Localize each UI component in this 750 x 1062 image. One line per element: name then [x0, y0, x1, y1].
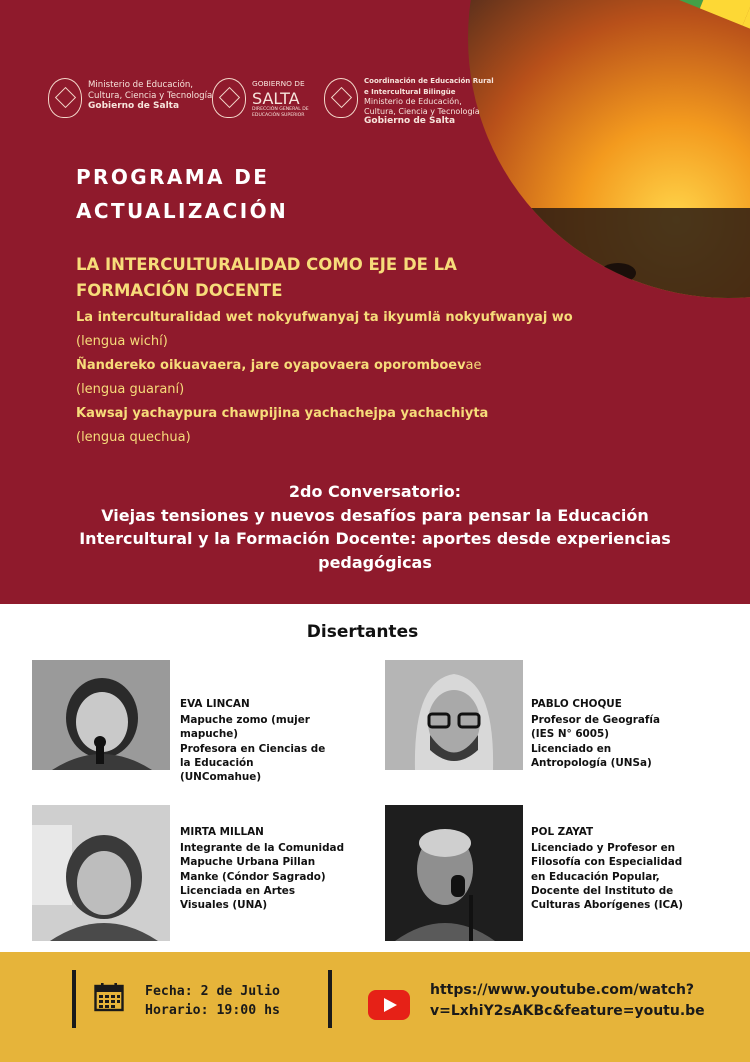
footer-divider [328, 970, 332, 1028]
speaker-name: MIRTA MILLAN [180, 826, 264, 838]
speaker-bio-line: Licenciado y Profesor en [531, 842, 676, 855]
speakers-heading: Disertantes [306, 622, 419, 642]
logo-text-bold: Coordinación de Educación Rural [364, 77, 494, 85]
speaker-bio-line: Integrante de la Comunidad [180, 842, 345, 855]
logo-sub-text: EDUCACIÓN SUPERIOR [252, 112, 305, 118]
conversatorio-line: 2do Conversatorio: [288, 482, 462, 501]
event-time: Horario: 19:00 hs [145, 1003, 280, 1018]
logo-text-bold: Gobierno de Salta [88, 101, 180, 112]
language-phrases [76, 306, 596, 450]
logo-small-text: GOBIERNO DE [252, 79, 305, 88]
speaker-bio-line: Manke (Cóndor Sagrado) [180, 870, 326, 883]
speaker-bio-line: Docente del Instituto de [531, 884, 674, 897]
speaker-name: POL ZAYAT [531, 826, 594, 838]
speaker-bio-line: la Educación [180, 756, 254, 769]
speaker-bio-line: Licenciado en [531, 742, 612, 755]
guarani-phrase-text: Ñandereko oikuavaera, jare oyapovaera oporomboev [76, 358, 466, 373]
speaker-bio-line: Antropología (UNSa) [531, 756, 652, 769]
speaker-bio-line: Profesora en Ciencias de [180, 742, 326, 755]
speaker-bio-line: (UNComahue) [180, 771, 262, 784]
speaker-bio-line: en Educación Popular, [531, 870, 660, 883]
logo-gobierno-salta [212, 76, 312, 126]
speaker-name: EVA LINCAN [180, 698, 250, 710]
speaker-bio-pol-zayat [531, 825, 701, 912]
logo-coordinacion-rural [324, 76, 494, 126]
quechua-phrase: Kawsaj yachaypura chawpijina yachachejpa yachachiyta [76, 406, 489, 421]
program-title-line: ACTUALIZACIÓN [76, 199, 289, 223]
footer-divider [72, 970, 76, 1028]
footer-bar [0, 952, 750, 1062]
program-title [76, 160, 288, 228]
speaker-bio-line: Licenciada en Artes [180, 884, 296, 897]
speaker-bio-line: Mapuche Urbana Pillan [180, 856, 316, 869]
conversatorio-line: pedagógicas [318, 552, 432, 572]
calendar-icon [94, 982, 124, 1012]
speaker-photo-pablo-choque [385, 660, 523, 770]
subtitle-line: FORMACIÓN DOCENTE [76, 281, 283, 300]
conversatorio-line: Viejas tensiones y nuevos desafíos para pensar la Educación [101, 505, 649, 525]
guarani-note: (lengua guaraní) [76, 382, 185, 397]
logo-text-line: Cultura, Ciencia y Tecnología [364, 106, 480, 116]
logo-text-line: Ministerio de Educación, [364, 97, 462, 107]
logo-big-text: SALTA [252, 88, 300, 108]
logo-text-line: Cultura, Ciencia y Tecnología [88, 90, 213, 101]
subtitle-line: LA INTERCULTURALIDAD COMO EJE DE LA [76, 255, 457, 274]
quechua-note: (lengua quechua) [76, 430, 191, 445]
salta-seal-icon [212, 78, 246, 118]
speaker-bio-line: Culturas Aborígenes (ICA) [531, 899, 683, 912]
logo-text-line: Ministerio de Educación, [88, 80, 194, 90]
speaker-bio-pablo-choque [531, 697, 701, 770]
guarani-phrase-tail: ae [465, 358, 482, 373]
youtube-url-line[interactable]: https://www.youtube.com/watch? [430, 982, 695, 998]
speaker-bio-eva-lincan [180, 697, 350, 784]
event-date: Fecha: 2 de Julio [145, 984, 280, 999]
guarani-phrase [76, 354, 596, 378]
speaker-photo-eva-lincan [32, 660, 170, 770]
conversatorio-title [40, 480, 710, 574]
logo-sub-text: DIRECCIÓN GENERAL DE [252, 106, 309, 112]
speaker-bio-line: Visuales (UNA) [180, 899, 268, 912]
speaker-photo-pol-zayat [385, 805, 523, 941]
speaker-photo-mirta-millan [32, 805, 170, 941]
speaker-bio-line: Profesor de Geografía [531, 714, 660, 727]
speaker-name: PABLO CHOQUE [531, 698, 622, 710]
logo-text-bold: e Intercultural Bilingüe [364, 87, 456, 96]
subtitle [76, 252, 457, 304]
youtube-icon[interactable] [368, 990, 410, 1020]
speaker-bio-line: mapuche) [180, 728, 239, 741]
wichi-phrase: La interculturalidad wet nokyufwanyaj ta ikyumlä nokyufwanyaj wo [76, 310, 573, 325]
program-title-line: PROGRAMA DE [76, 165, 270, 189]
coordinacion-seal-icon [324, 78, 358, 118]
speaker-bio-mirta-millan [180, 825, 350, 912]
speaker-bio-line: (IES N° 6005) [531, 728, 609, 741]
event-schedule [145, 982, 280, 1020]
logo-text-bold: Gobierno de Salta [364, 116, 456, 127]
youtube-link[interactable] [430, 980, 730, 1022]
conversatorio-line: Intercultural y la Formación Docente: aportes desde experiencias [79, 529, 671, 548]
speaker-bio-line: Mapuche zomo (mujer [180, 714, 310, 727]
speaker-bio-line: Filosofía con Especialidad [531, 856, 683, 869]
ministerio-seal-icon [48, 78, 82, 118]
logo-ministerio-educacion [48, 76, 213, 126]
wiphala-flag-photo [468, 0, 750, 298]
wichi-note: (lengua wichí) [76, 334, 168, 349]
youtube-url-line[interactable]: v=LxhiY2sAKBc&feature=youtu.be [430, 1003, 705, 1019]
